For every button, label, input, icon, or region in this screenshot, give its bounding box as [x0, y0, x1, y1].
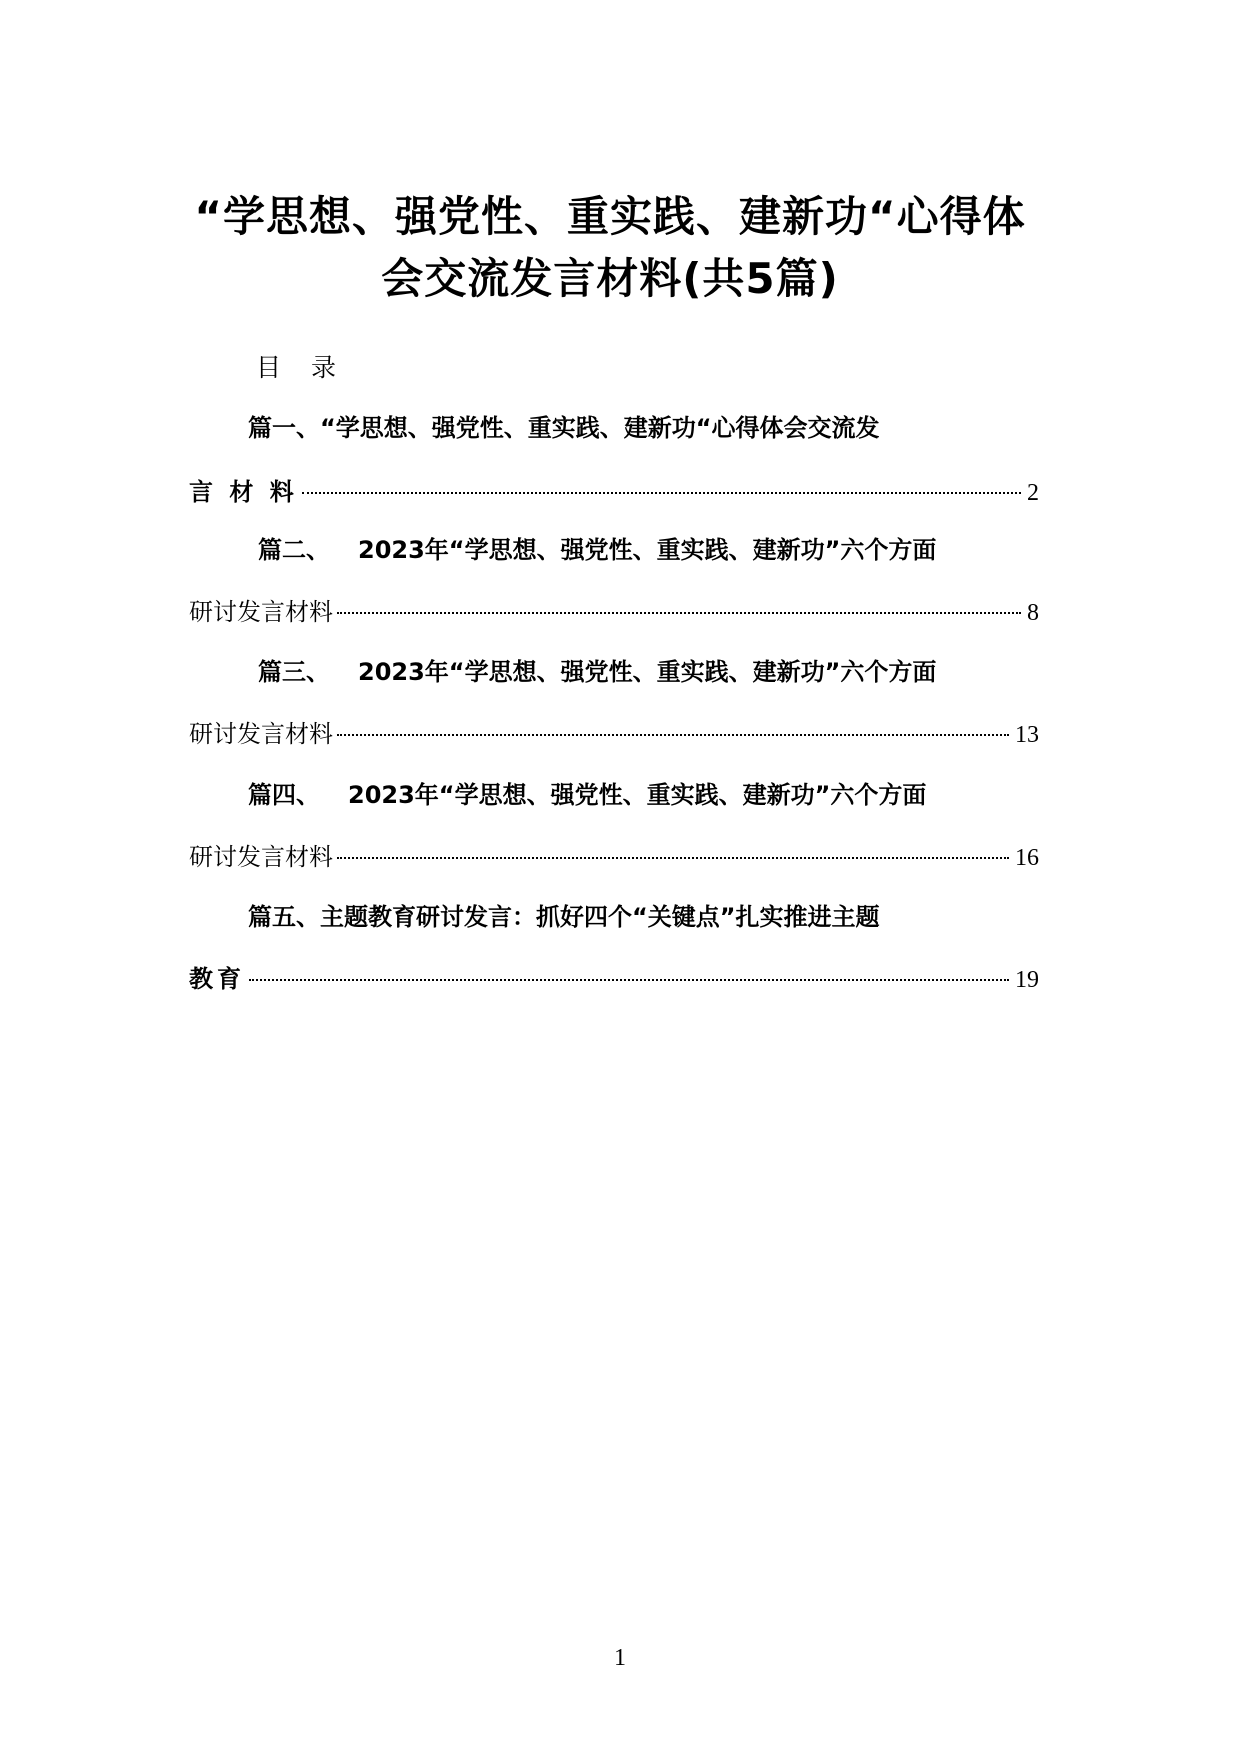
- toc-heading: [256, 351, 336, 385]
- toc-entry-4-text-cont: 研讨发言材料: [189, 843, 333, 871]
- toc-entry-2-leader: [337, 612, 1021, 614]
- page-number: 1: [614, 1645, 626, 1671]
- toc-entry-5-continuation[interactable]: [189, 962, 1039, 997]
- toc-entry-4-page: 16: [1015, 845, 1039, 871]
- toc-entry-5-page: 19: [1015, 967, 1039, 993]
- toc-entry-5-title[interactable]: [248, 900, 880, 934]
- toc-entry-1-continuation[interactable]: [189, 475, 1039, 510]
- title-line-2: 会交流发言材料(共5篇): [381, 254, 839, 303]
- toc-entry-1-text-cont: 言 材 料: [189, 478, 298, 506]
- toc-heading-char-2: 录: [311, 353, 337, 382]
- toc-entry-5-leader: [249, 979, 1009, 981]
- toc-entry-1-leader: [302, 492, 1021, 494]
- toc-entry-4-continuation[interactable]: [189, 840, 1039, 875]
- toc-entry-3-text-cont: 研讨发言材料: [189, 720, 333, 748]
- toc-entry-4-title[interactable]: [248, 778, 926, 812]
- document-title: [150, 186, 1070, 310]
- toc-entry-2-title[interactable]: [258, 533, 936, 567]
- toc-entry-3-label: 篇三、: [258, 658, 330, 686]
- toc-entry-3-continuation[interactable]: [189, 717, 1039, 752]
- toc-entry-4-label: 篇四、: [248, 781, 320, 809]
- toc-entry-3-text: 2023年“学思想、强党性、重实践、建新功”六个方面: [358, 658, 937, 686]
- toc-entry-1-text: 篇一、“学思想、强党性、重实践、建新功“心得体会交流发: [248, 414, 880, 442]
- toc-entry-5-text: 篇五、主题教育研讨发言：抓好四个“关键点”扎实推进主题: [248, 903, 880, 931]
- toc-entry-4-leader: [337, 857, 1009, 859]
- toc-entry-2-text-cont: 研讨发言材料: [189, 598, 333, 626]
- toc-heading-char-1: 目: [256, 353, 282, 382]
- toc-entry-3-page: 13: [1015, 722, 1039, 748]
- toc-entry-2-continuation[interactable]: [189, 595, 1039, 630]
- toc-entry-2-page: 8: [1027, 600, 1039, 626]
- title-line-1: “学思想、强党性、重实践、建新功“心得体: [194, 192, 1026, 241]
- toc-entry-3-leader: [337, 734, 1009, 736]
- toc-entry-2-text: 2023年“学思想、强党性、重实践、建新功”六个方面: [358, 536, 937, 564]
- toc-entry-5-text-cont: 教育: [189, 965, 245, 993]
- toc-entry-3-title[interactable]: [258, 655, 936, 689]
- toc-entry-2-label: 篇二、: [258, 536, 330, 564]
- toc-entry-1-page: 2: [1027, 480, 1039, 506]
- toc-entry-4-text: 2023年“学思想、强党性、重实践、建新功”六个方面: [348, 781, 927, 809]
- toc-entry-1-title[interactable]: [248, 411, 880, 445]
